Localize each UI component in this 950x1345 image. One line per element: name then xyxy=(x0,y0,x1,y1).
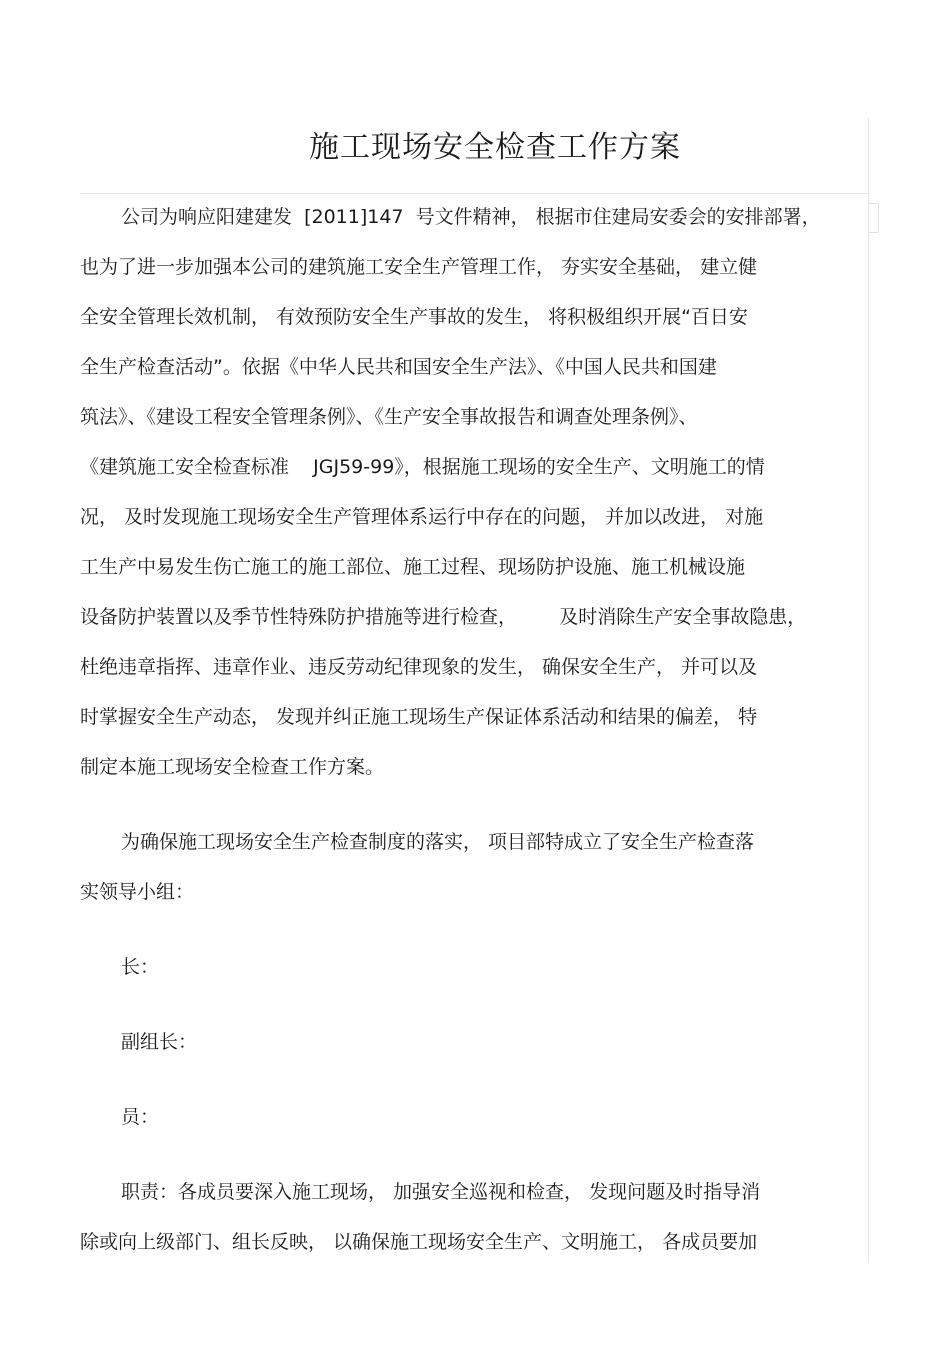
paragraph3-line-1: 职责：各成员要深入施工现场， 加强安全巡视和检查， 发现问题及时指导消 xyxy=(121,1181,761,1203)
paragraph1-line-5: 筑法》、《建设工程安全管理条例》、《生产安全事故报告和调查处理条例》、 xyxy=(80,406,698,428)
paragraph2-line-1: 为确保施工现场安全生产检查制度的落实， 项目部特成立了安全生产检查落 xyxy=(121,831,755,853)
page-frame-right xyxy=(868,118,869,1263)
paragraph1-line-9: 设备防护装置以及季节性特殊防护措施等进行检查， 及时消除生产安全事故隐患， xyxy=(80,606,807,628)
paragraph1-line-4: 全生产检查活动”。依据《中华人民共和国安全生产法》、《中国人民共和国建 xyxy=(80,356,717,378)
paragraph1-line-11: 时掌握安全生产动态， 发现并纠正施工现场生产保证体系活动和结果的偏差， 特 xyxy=(80,706,758,728)
paragraph1-line-3: 全安全管理长效机制， 有效预防安全生产事故的发生， 将积极组织开展“百日安 xyxy=(80,306,748,328)
paragraph2-line-2: 实领导小组： xyxy=(80,881,195,903)
document-title: 施工现场安全检查工作方案 xyxy=(309,130,681,165)
page-frame-notch xyxy=(868,203,879,233)
paragraph1-line-12: 制定本施工现场安全检查工作方案。 xyxy=(80,756,385,778)
paragraph3-line-2: 除或向上级部门、组长反映， 以确保施工现场安全生产、文明施工， 各成员要加 xyxy=(80,1231,758,1253)
role-deputy-leader: 副组长： xyxy=(121,1031,198,1053)
paragraph1-line-8: 工生产中易发生伤亡施工的施工部位、施工过程、现场防护设施、施工机械设施 xyxy=(80,556,746,578)
paragraph1-line-2: 也为了进一步加强本公司的建筑施工安全生产管理工作， 夯实安全基础， 建立健 xyxy=(80,256,758,278)
role-member: 员： xyxy=(121,1106,160,1128)
paragraph1-line-10: 杜绝违章指挥、违章作业、违反劳动纪律现象的发生， 确保安全生产， 并可以及 xyxy=(80,656,758,678)
paragraph1-line-7: 况， 及时发现施工现场安全生产管理体系运行中存在的问题， 并加以改进， 对施 xyxy=(80,506,764,528)
role-leader: 长： xyxy=(121,956,160,978)
paragraph1-line-6: 《建筑施工安全检查标准 JGJ59-99》，根据施工现场的安全生产、文明施工的情 xyxy=(80,456,765,478)
page-frame-top xyxy=(80,193,870,194)
paragraph1-line-1: 公司为响应阳建建发 [2011]147 号文件精神， 根据市住建局安委会的安排部署， xyxy=(121,206,821,228)
